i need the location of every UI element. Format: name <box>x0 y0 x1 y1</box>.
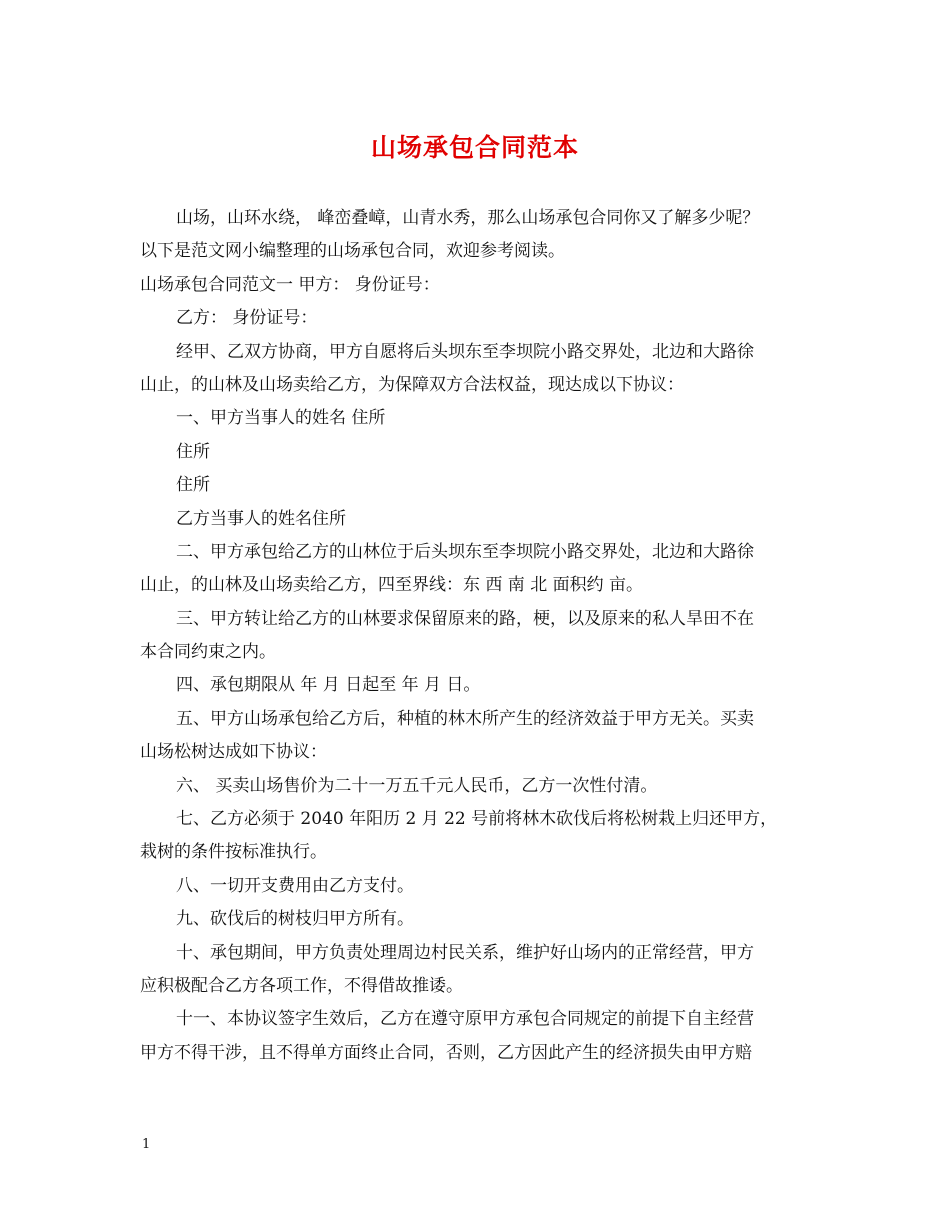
text-line: 山止，的山林及山场卖给乙方，四至界线：东 西 南 北 面积约 亩。 <box>140 575 644 596</box>
text-line: 山止，的山林及山场卖给乙方，为保障双方合法权益，现达成以下协议： <box>140 374 684 395</box>
text-line: 三、甲方转让给乙方的山林要求保留原来的路，梗，以及原来的私人旱田不在 <box>176 608 754 629</box>
text-line: 栽树的条件按标准执行。 <box>140 842 327 863</box>
text-line: 乙方当事人的姓名住所 <box>176 508 346 529</box>
document-title: 山场承包合同范本 <box>370 133 579 162</box>
text-line: 以下是范文网小编整理的山场承包合同，欢迎参考阅读。 <box>140 241 565 262</box>
text-line: 八、一切开支费用由乙方支付。 <box>176 875 414 896</box>
text-line: 山场松树达成如下协议： <box>140 742 327 763</box>
text-line: 山场承包合同范文一 甲方： 身份证号： <box>140 274 440 295</box>
text-line: 经甲、乙双方协商，甲方自愿将后头坝东至李坝院小路交界处，北边和大路徐 <box>176 341 754 362</box>
text-line: 山场，山环水绕， 峰峦叠嶂，山青水秀，那么山场承包合同你又了解多少呢？ <box>176 208 760 228</box>
text-line: 本合同约束之内。 <box>140 642 276 663</box>
text-line: 应积极配合乙方各项工作，不得借故推诿。 <box>140 975 463 996</box>
text-line: 一、甲方当事人的姓名 住所 <box>176 408 386 429</box>
text-line: 十、承包期间，甲方负责处理周边村民关系，维护好山场内的正常经营，甲方 <box>176 942 754 963</box>
text-line: 七、乙方必须于 2040 年阳历 2 月 22 号前将林木砍伐后将松树栽上归还甲方， <box>176 809 778 830</box>
text-line: 九、砍伐后的树枝归甲方所有。 <box>176 909 414 930</box>
text-line: 二、甲方承包给乙方的山林位于后头坝东至李坝院小路交界处，北边和大路徐 <box>176 541 754 562</box>
text-line: 住所 <box>176 475 210 496</box>
text-line: 十一、本协议签字生效后，乙方在遵守原甲方承包合同规定的前提下自主经营 <box>176 1009 754 1030</box>
document-body <box>140 202 816 1070</box>
text-line: 四、承包期限从 年 月 日起至 年 月 日。 <box>176 675 481 696</box>
text-line: 住所 <box>176 441 210 462</box>
text-line: 乙方： 身份证号： <box>176 308 318 329</box>
page-number: 1 <box>142 1137 151 1152</box>
text-line: 甲方不得干涉，且不得单方面终止合同，否则，乙方因此产生的经济损失由甲方赔 <box>140 1042 752 1063</box>
text-line: 五、甲方山场承包给乙方后，种植的林木所产生的经济效益于甲方无关。买卖 <box>176 708 754 729</box>
text-line: 六、 买卖山场售价为二十一万五千元人民币，乙方一次性付清。 <box>176 775 658 796</box>
